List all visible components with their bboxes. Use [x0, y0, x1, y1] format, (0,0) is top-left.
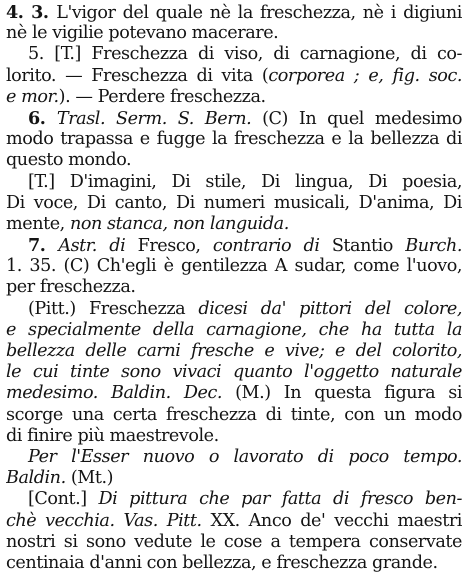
text-segment: 6. [28, 107, 57, 129]
italic-text: le cui tinte sono vivaci quanto l'oggetto naturale [6, 362, 462, 383]
text-line [6, 66, 462, 87]
text-line [6, 193, 462, 214]
text-segment: 5. [T.] Freschezza di viso, di carnagione, di co- [28, 44, 462, 65]
text-segment: scorge una certa freschezza di tinte, con un modo [6, 404, 462, 425]
text-line [6, 468, 462, 489]
italic-text: e mor. [6, 86, 59, 107]
text-line [6, 129, 462, 150]
italic-text: contrario di [212, 236, 320, 257]
text-line [6, 23, 462, 44]
text-line [6, 405, 462, 426]
italic-text: bellezza delle carni fresche e vive; e del colorito, [6, 341, 462, 361]
text-line [6, 235, 462, 256]
text-segment: di finire più maestrevole. [6, 425, 219, 446]
text-segment: Stantio [319, 236, 406, 257]
text-line [6, 341, 462, 362]
text-segment: Di voce, Di canto, Di numeri musicali, D'anima, Di [6, 192, 462, 213]
text-line [6, 172, 462, 193]
text-segment: nostri si sono vedute le cose a tempera conservate [6, 531, 462, 552]
text-segment: nè le vigilie potevano macerare. [6, 23, 279, 44]
italic-text: Trasl. Serm. S. Bern. [56, 108, 252, 129]
italic-text: Astr. di [58, 236, 126, 257]
text-line [6, 108, 462, 129]
text-segment: [T.] D'imagini, Di stile, Di lingua, Di poesia, [28, 171, 462, 192]
italic-text: chè vecchia. Vas. Pitt. [6, 510, 202, 531]
italic-text: e specialmente della carnagione, che ha tutta la [6, 319, 462, 340]
text-line [6, 532, 462, 553]
text-segment: per freschezza. [6, 277, 136, 298]
text-line [6, 362, 462, 383]
text-segment: centinaia d'anni con bellezza, e freschezza grande. [6, 552, 438, 573]
italic-text: Di pittura che par fatta di fresco ben- [98, 489, 462, 510]
italic-text: non stanca, non languida. [69, 213, 289, 234]
text-line [6, 44, 462, 65]
text-line [6, 553, 462, 574]
text-segment: (Mt.) [65, 468, 114, 489]
text-line [6, 511, 462, 532]
italic-text: Per l'Esser nuovo o lavorato di poco tempo. [28, 446, 462, 467]
text-segment: 7. [28, 235, 59, 257]
text-segment: [Cont.] [28, 489, 99, 510]
italic-text: Burch. [405, 236, 462, 257]
text-segment: questo mondo. [6, 150, 132, 171]
italic-text: Baldin. [6, 468, 66, 489]
text-segment: 1. 35. (C) Ch'egli è gentilezza A sudar, come l'uovo, [6, 256, 462, 277]
text-segment: modo trapassa e fugge la freschezza e la bellezza di [6, 129, 462, 150]
text-segment: L'vigor del quale nè la freschezza, nè i digiuni [56, 3, 462, 23]
text-line [6, 214, 462, 235]
text-line [6, 277, 462, 298]
text-line [6, 150, 462, 171]
text-segment: lorito. — Freschezza di vita ( [6, 65, 269, 86]
text-line [6, 87, 462, 108]
italic-text: medesimo. Baldin. Dec. [6, 383, 223, 404]
italic-text: dicesi da' pittori del colore, [198, 298, 462, 319]
text-segment: Fresco, [125, 236, 213, 257]
text-segment: mente, [6, 213, 70, 234]
text-line [6, 426, 462, 447]
text-segment: ). — Perdere freschezza. [58, 86, 266, 107]
text-line [6, 383, 462, 404]
text-line [6, 256, 462, 277]
text-segment: (Pitt.) Freschezza [28, 298, 199, 319]
text-segment: 4. 3. [6, 2, 57, 23]
text-line [6, 2, 462, 23]
italic-text: corporea ; e, fig. soc. [268, 65, 462, 86]
text-line [6, 489, 462, 510]
text-line [6, 299, 462, 320]
text-segment: (C) In quel medesimo [251, 108, 462, 129]
text-segment: (M.) In questa figura si [222, 383, 462, 404]
text-segment: XX. Anco de' vecchi maestri [201, 510, 462, 531]
text-line [6, 320, 462, 341]
text-line [6, 447, 462, 468]
